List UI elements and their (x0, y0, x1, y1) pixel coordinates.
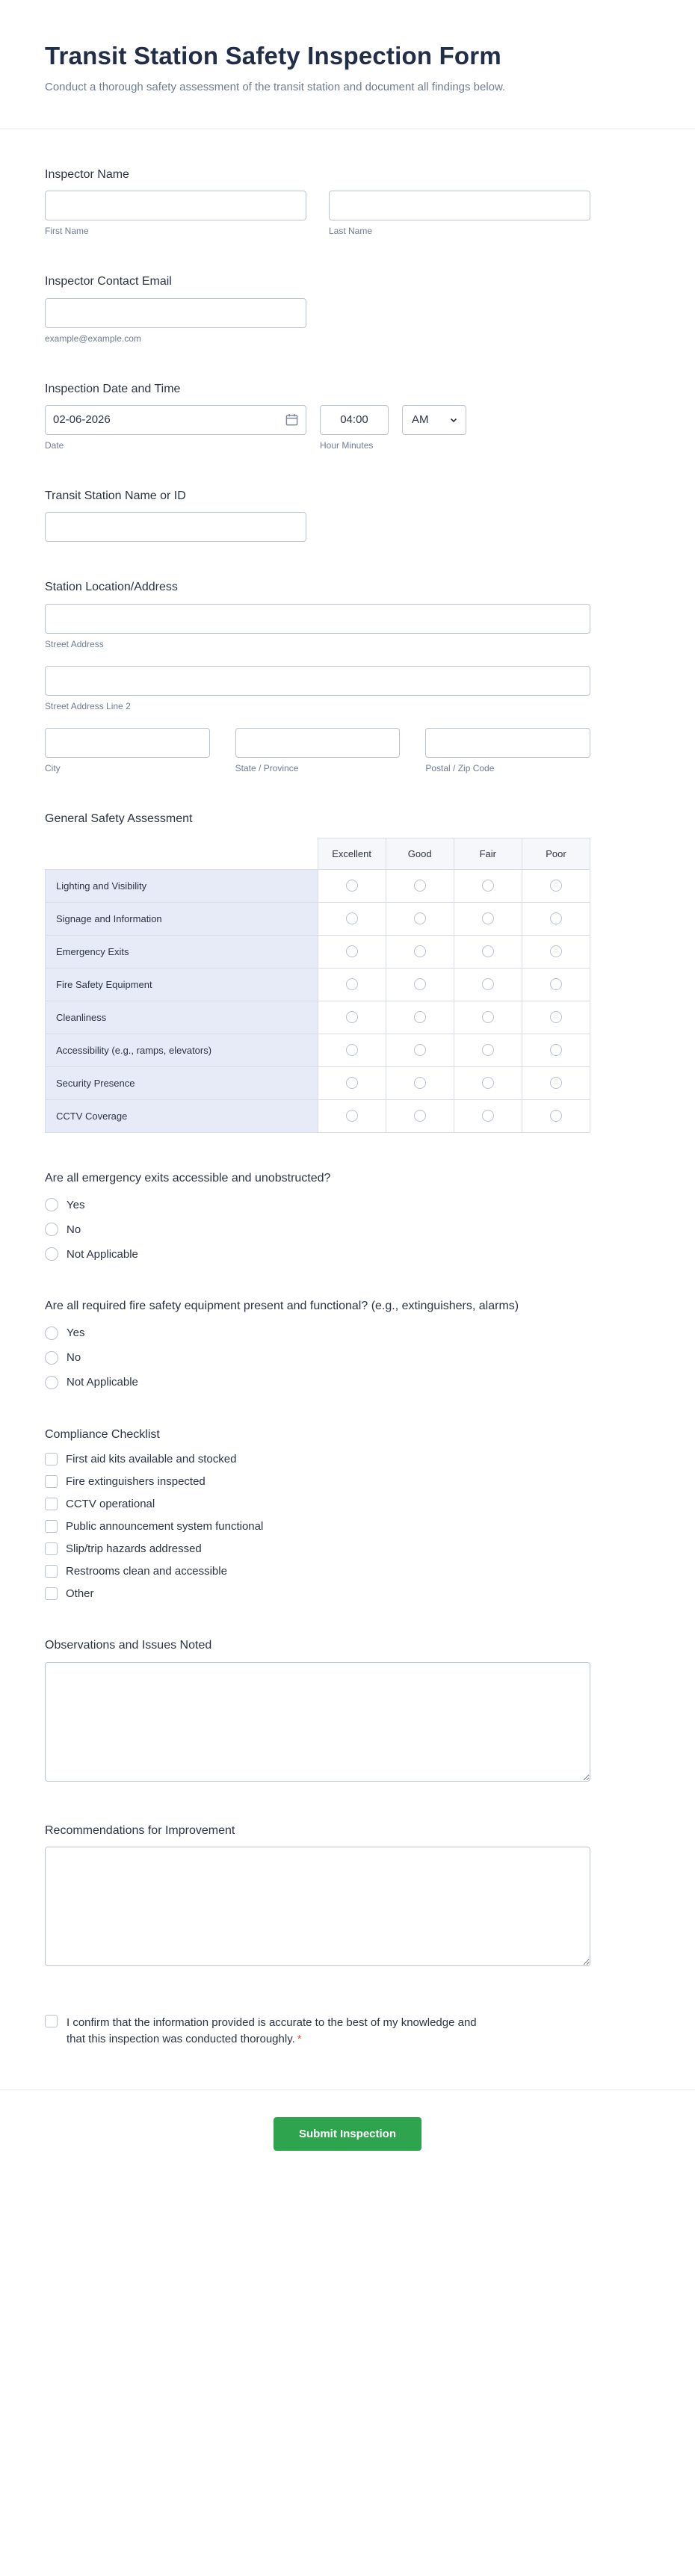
station-label: Transit Station Name or ID (45, 489, 186, 502)
matrix-radio[interactable] (550, 1011, 562, 1023)
matrix-row (46, 903, 590, 936)
radio-yes[interactable] (45, 1198, 58, 1211)
matrix-radio[interactable] (346, 1077, 358, 1089)
last-name-input[interactable] (329, 191, 590, 220)
form-subtitle: Conduct a thorough safety assessment of the transit station and document all findings below. (45, 81, 506, 93)
checkbox-option-label: CCTV operational (66, 1498, 155, 1511)
matrix-row-header: Cleanliness (46, 1001, 318, 1034)
radio-option[interactable] (45, 1247, 590, 1261)
confirmation-row[interactable] (45, 2015, 590, 2048)
form-title: Transit Station Safety Inspection Form (45, 42, 501, 70)
matrix-radio[interactable] (346, 978, 358, 990)
matrix-col-header: Good (386, 838, 454, 870)
matrix-radio[interactable] (550, 945, 562, 957)
matrix-radio[interactable] (482, 978, 494, 990)
matrix-radio[interactable] (482, 1110, 494, 1122)
question-email (45, 274, 590, 343)
confirmation-text (67, 2015, 485, 2048)
radio-option-label: No (67, 1351, 81, 1365)
matrix-row-header: CCTV Coverage (46, 1100, 318, 1133)
footer-divider (0, 2089, 695, 2090)
datetime-label: Inspection Date and Time (45, 382, 181, 395)
matrix-radio[interactable] (346, 1044, 358, 1056)
matrix-row (46, 1034, 590, 1067)
date-input[interactable] (45, 405, 306, 435)
checkbox-option-label: Public announcement system functional (66, 1520, 264, 1533)
matrix-row-header: Emergency Exits (46, 936, 318, 969)
street-address-sublabel: Street Address (45, 638, 104, 649)
address-label: Station Location/Address (45, 581, 178, 594)
checkbox-option-label: Other (66, 1587, 94, 1601)
street-address-input[interactable] (45, 604, 590, 634)
checkbox[interactable] (45, 1498, 58, 1510)
matrix-col-header: Excellent (318, 838, 386, 870)
radio-option[interactable] (45, 1326, 590, 1340)
checkbox[interactable] (45, 1587, 58, 1600)
question-compliance-checklist (45, 1427, 590, 1600)
matrix-row (46, 969, 590, 1001)
matrix-radio[interactable] (414, 978, 426, 990)
state-sublabel: State / Province (235, 762, 299, 773)
radio-yes[interactable] (45, 1326, 58, 1340)
street-address2-sublabel: Street Address Line 2 (45, 700, 131, 711)
matrix-radio[interactable] (414, 1044, 426, 1056)
matrix-radio[interactable] (414, 1011, 426, 1023)
matrix-row-header: Lighting and Visibility (46, 870, 318, 903)
question-safety-matrix (45, 811, 590, 1133)
matrix-col-header: Poor (522, 838, 590, 870)
matrix-radio[interactable] (414, 912, 426, 924)
observations-label: Observations and Issues Noted (45, 1639, 212, 1652)
question-observations (45, 1637, 590, 1785)
confirmation-statement: I confirm that the information provided is accurate to the best of my knowledge and that this inspection was conducted thoroughly. (67, 2016, 477, 2045)
radio-option-label: No (67, 1223, 81, 1236)
radio-no[interactable] (45, 1223, 58, 1236)
time-sublabel: Hour Minutes (320, 439, 374, 451)
matrix-radio[interactable] (346, 1110, 358, 1122)
safety-matrix-table (45, 838, 590, 1133)
radio-option[interactable] (45, 1223, 590, 1236)
question-fire-safety (45, 1298, 590, 1389)
checkbox-option-label: Restrooms clean and accessible (66, 1565, 227, 1578)
radio-option[interactable] (45, 1376, 590, 1389)
matrix-radio[interactable] (550, 912, 562, 924)
matrix-row-header: Accessibility (e.g., ramps, elevators) (46, 1034, 318, 1067)
postal-sublabel: Postal / Zip Code (425, 762, 495, 773)
checklist-label: Compliance Checklist (45, 1427, 160, 1441)
matrix-row-header: Fire Safety Equipment (46, 969, 318, 1001)
matrix-radio[interactable] (346, 1011, 358, 1023)
matrix-radio[interactable] (482, 912, 494, 924)
required-asterisk: * (297, 2032, 302, 2045)
radio-option[interactable] (45, 1198, 590, 1211)
checkbox-option[interactable] (45, 1453, 590, 1465)
recommendations-label: Recommendations for Improvement (45, 1823, 235, 1837)
matrix-radio[interactable] (482, 1011, 494, 1023)
radio-not-applicable[interactable] (45, 1376, 58, 1389)
question-datetime (45, 381, 590, 451)
matrix-radio[interactable] (482, 1077, 494, 1089)
matrix-row (46, 936, 590, 969)
first-name-sublabel: First Name (45, 226, 89, 237)
matrix-radio[interactable] (414, 945, 426, 957)
street-address2-input[interactable] (45, 666, 590, 696)
matrix-row (46, 1001, 590, 1034)
matrix-radio[interactable] (550, 1110, 562, 1122)
checkbox-option[interactable] (45, 1542, 590, 1555)
first-name-input[interactable] (45, 191, 306, 220)
radio-option[interactable] (45, 1351, 590, 1365)
question-station (45, 488, 590, 542)
date-sublabel: Date (45, 439, 64, 451)
emergency-exits-label: Are all emergency exits accessible and unobstructed? (45, 1172, 331, 1185)
matrix-radio[interactable] (414, 880, 426, 892)
question-inspector-name (45, 167, 590, 236)
checkbox[interactable] (45, 1542, 58, 1555)
radio-not-applicable[interactable] (45, 1247, 58, 1261)
fire-safety-label: Are all required fire safety equipment present and functional? (e.g., extinguishers, alarms) (45, 1300, 519, 1313)
radio-no[interactable] (45, 1351, 58, 1365)
submit-bar (0, 2117, 695, 2181)
checkbox-option-label: First aid kits available and stocked (66, 1453, 237, 1466)
matrix-radio[interactable] (482, 1044, 494, 1056)
question-address (45, 579, 590, 773)
radio-option-label: Yes (67, 1198, 85, 1211)
email-label: Inspector Contact Email (45, 275, 172, 288)
matrix-radio[interactable] (414, 1110, 426, 1122)
matrix-row (46, 1067, 590, 1100)
matrix-radio[interactable] (482, 880, 494, 892)
matrix-radio[interactable] (550, 1077, 562, 1089)
checkbox-option[interactable] (45, 1587, 590, 1600)
matrix-radio[interactable] (550, 978, 562, 990)
matrix-row (46, 1100, 590, 1133)
email-sublabel: example@example.com (45, 333, 141, 344)
state-input[interactable] (235, 728, 401, 758)
checkbox-option[interactable] (45, 1565, 590, 1578)
inspector-name-label: Inspector Name (45, 167, 129, 181)
last-name-sublabel: Last Name (329, 226, 373, 237)
matrix-radio[interactable] (346, 880, 358, 892)
checkbox[interactable] (45, 1520, 58, 1533)
checkbox[interactable] (45, 1565, 58, 1578)
city-sublabel: City (45, 762, 61, 773)
radio-option-label: Not Applicable (67, 1376, 138, 1389)
matrix-radio[interactable] (550, 1044, 562, 1056)
matrix-blank-cell (46, 838, 318, 870)
question-emergency-exits (45, 1170, 590, 1261)
matrix-radio[interactable] (550, 880, 562, 892)
confirmation-checkbox[interactable] (45, 2015, 58, 2027)
question-recommendations (45, 1823, 590, 1970)
radio-option-label: Yes (67, 1326, 85, 1340)
matrix-row-header: Security Presence (46, 1067, 318, 1100)
recommendations-textarea[interactable] (45, 1847, 590, 1966)
postal-input[interactable] (425, 728, 590, 758)
checkbox[interactable] (45, 1475, 58, 1488)
city-input[interactable] (45, 728, 210, 758)
checkbox-option-label: Fire extinguishers inspected (66, 1475, 206, 1489)
submit-button[interactable]: Submit Inspection (274, 2117, 421, 2151)
station-input[interactable] (45, 512, 306, 542)
chevron-down-icon (449, 416, 458, 424)
checkbox-option[interactable] (45, 1520, 590, 1533)
matrix-radio[interactable] (346, 912, 358, 924)
checkbox-option[interactable] (45, 1475, 590, 1488)
checkbox-option[interactable] (45, 1498, 590, 1510)
matrix-col-header: Fair (454, 838, 522, 870)
matrix-radio[interactable] (346, 945, 358, 957)
matrix-label: General Safety Assessment (45, 812, 193, 825)
ampm-value: AM (412, 413, 429, 427)
matrix-row (46, 870, 590, 903)
radio-option-label: Not Applicable (67, 1247, 138, 1261)
matrix-radio[interactable] (414, 1077, 426, 1089)
time-input[interactable] (320, 405, 389, 435)
matrix-row-header: Signage and Information (46, 903, 318, 936)
email-input[interactable] (45, 298, 306, 328)
ampm-select[interactable] (402, 405, 466, 435)
matrix-radio[interactable] (482, 945, 494, 957)
observations-textarea[interactable] (45, 1662, 590, 1782)
checkbox-option-label: Slip/trip hazards addressed (66, 1542, 202, 1556)
checkbox[interactable] (45, 1453, 58, 1465)
